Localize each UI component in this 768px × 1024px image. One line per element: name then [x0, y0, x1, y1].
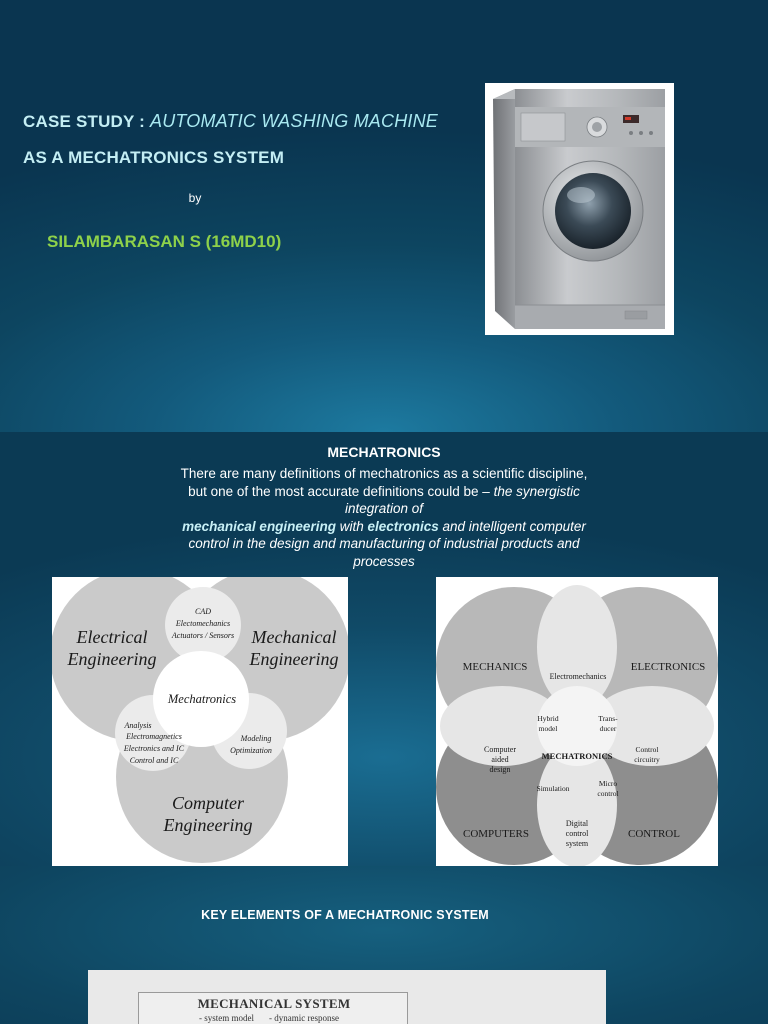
micro-label-2: control [597, 789, 619, 798]
title-slide [0, 0, 768, 432]
computer-label-2: Engineering [163, 815, 253, 835]
mechanical-system-title: MECHANICAL SYSTEM [197, 996, 351, 1011]
hybrid-label-1: Hybrid [537, 714, 559, 723]
electronics-ic-label: Electronics and IC [123, 744, 185, 753]
title-prefix: CASE STUDY : [23, 112, 150, 131]
by-label: by [188, 191, 202, 205]
slide-subtitle: AS A MECHATRONICS SYSTEM [23, 148, 285, 167]
mechatronics-definition [180, 465, 588, 570]
control-ic-label: Control and IC [129, 756, 179, 765]
washing-machine-photo [485, 83, 674, 335]
slide-title [23, 111, 438, 132]
digital-label-1: Digital [565, 819, 589, 828]
definition-mechanical: mechanical engineering [182, 518, 336, 534]
definition-intro: There are many definitions of mechatronics as a scientific discipline, but one of the most accurate definitions could be – [180, 466, 588, 499]
control-circuitry-label-2: circuitry [634, 755, 660, 764]
definition-italic: the synergistic integration of [344, 483, 580, 516]
micro-label-1: Micro [598, 779, 618, 788]
electrical-label-1: Electrical [76, 627, 148, 647]
mechatronics-heading: MECHATRONICS [327, 444, 441, 460]
mechatronics-venn-diagram [436, 577, 718, 866]
title-emphasis: AUTOMATIC WASHING MACHINE [149, 111, 439, 131]
mechanical-label-1: Mechanical [251, 627, 337, 647]
mechanical-system-box [138, 992, 408, 1024]
author-name: SILAMBARASAN S (16MD10) [47, 232, 282, 251]
hybrid-label-2: model [538, 724, 558, 733]
electronics-label: ELECTRONICS [630, 661, 706, 673]
key-elements-heading: KEY ELEMENTS OF A MECHATRONIC SYSTEM [201, 908, 489, 922]
mechatronics-slide [0, 432, 768, 866]
mechanical-label-2: Engineering [249, 649, 339, 669]
control-label: CONTROL [628, 828, 680, 840]
electromechanics-label: Electomechanics [175, 619, 231, 628]
washing-machine-illustration [485, 83, 674, 335]
modeling-label: Modeling [240, 734, 272, 743]
definition-electronics: electronics [367, 518, 439, 534]
cad-label-2: aided [491, 755, 509, 764]
computer-label-1: Computer [172, 793, 244, 813]
engineering-venn-diagram [52, 577, 348, 866]
mechanics-label: MECHANICS [462, 661, 528, 673]
optimization-label: Optimization [230, 746, 272, 755]
actuators-label: Actuators / Sensors [171, 631, 235, 640]
key-elements-diagram [88, 970, 606, 1024]
cad-label: CAD [195, 607, 211, 616]
digital-label-2: control [565, 829, 589, 838]
electromagnetics-label: Electromagnetics [126, 732, 182, 741]
computers-label: COMPUTERS [462, 828, 530, 840]
dynamic-response-label: - dynamic response [269, 1013, 339, 1023]
cad-label-1: Computer [484, 745, 516, 754]
definition-rest: and intelligent computer control in the design and manufacturing of industrial products and processes [188, 518, 586, 569]
simulation-label: Simulation [536, 784, 570, 793]
definition-with: with [335, 518, 368, 534]
key-elements-slide [0, 866, 768, 1024]
analysis-label: Analysis [124, 721, 152, 730]
transducer-label-2: ducer [599, 724, 617, 733]
system-model-label: - system model [199, 1013, 254, 1023]
center-label: Mechatronics [167, 692, 237, 706]
electromechanics-label-right: Electromechanics [549, 672, 607, 681]
mechatronics-label: MECHATRONICS [541, 751, 613, 761]
control-circuitry-label-1: Control [635, 745, 659, 754]
digital-label-3: system [565, 839, 589, 848]
electrical-label-2: Engineering [67, 649, 157, 669]
transducer-label-1: Trans- [598, 714, 618, 723]
cad-label-3: design [489, 765, 511, 774]
